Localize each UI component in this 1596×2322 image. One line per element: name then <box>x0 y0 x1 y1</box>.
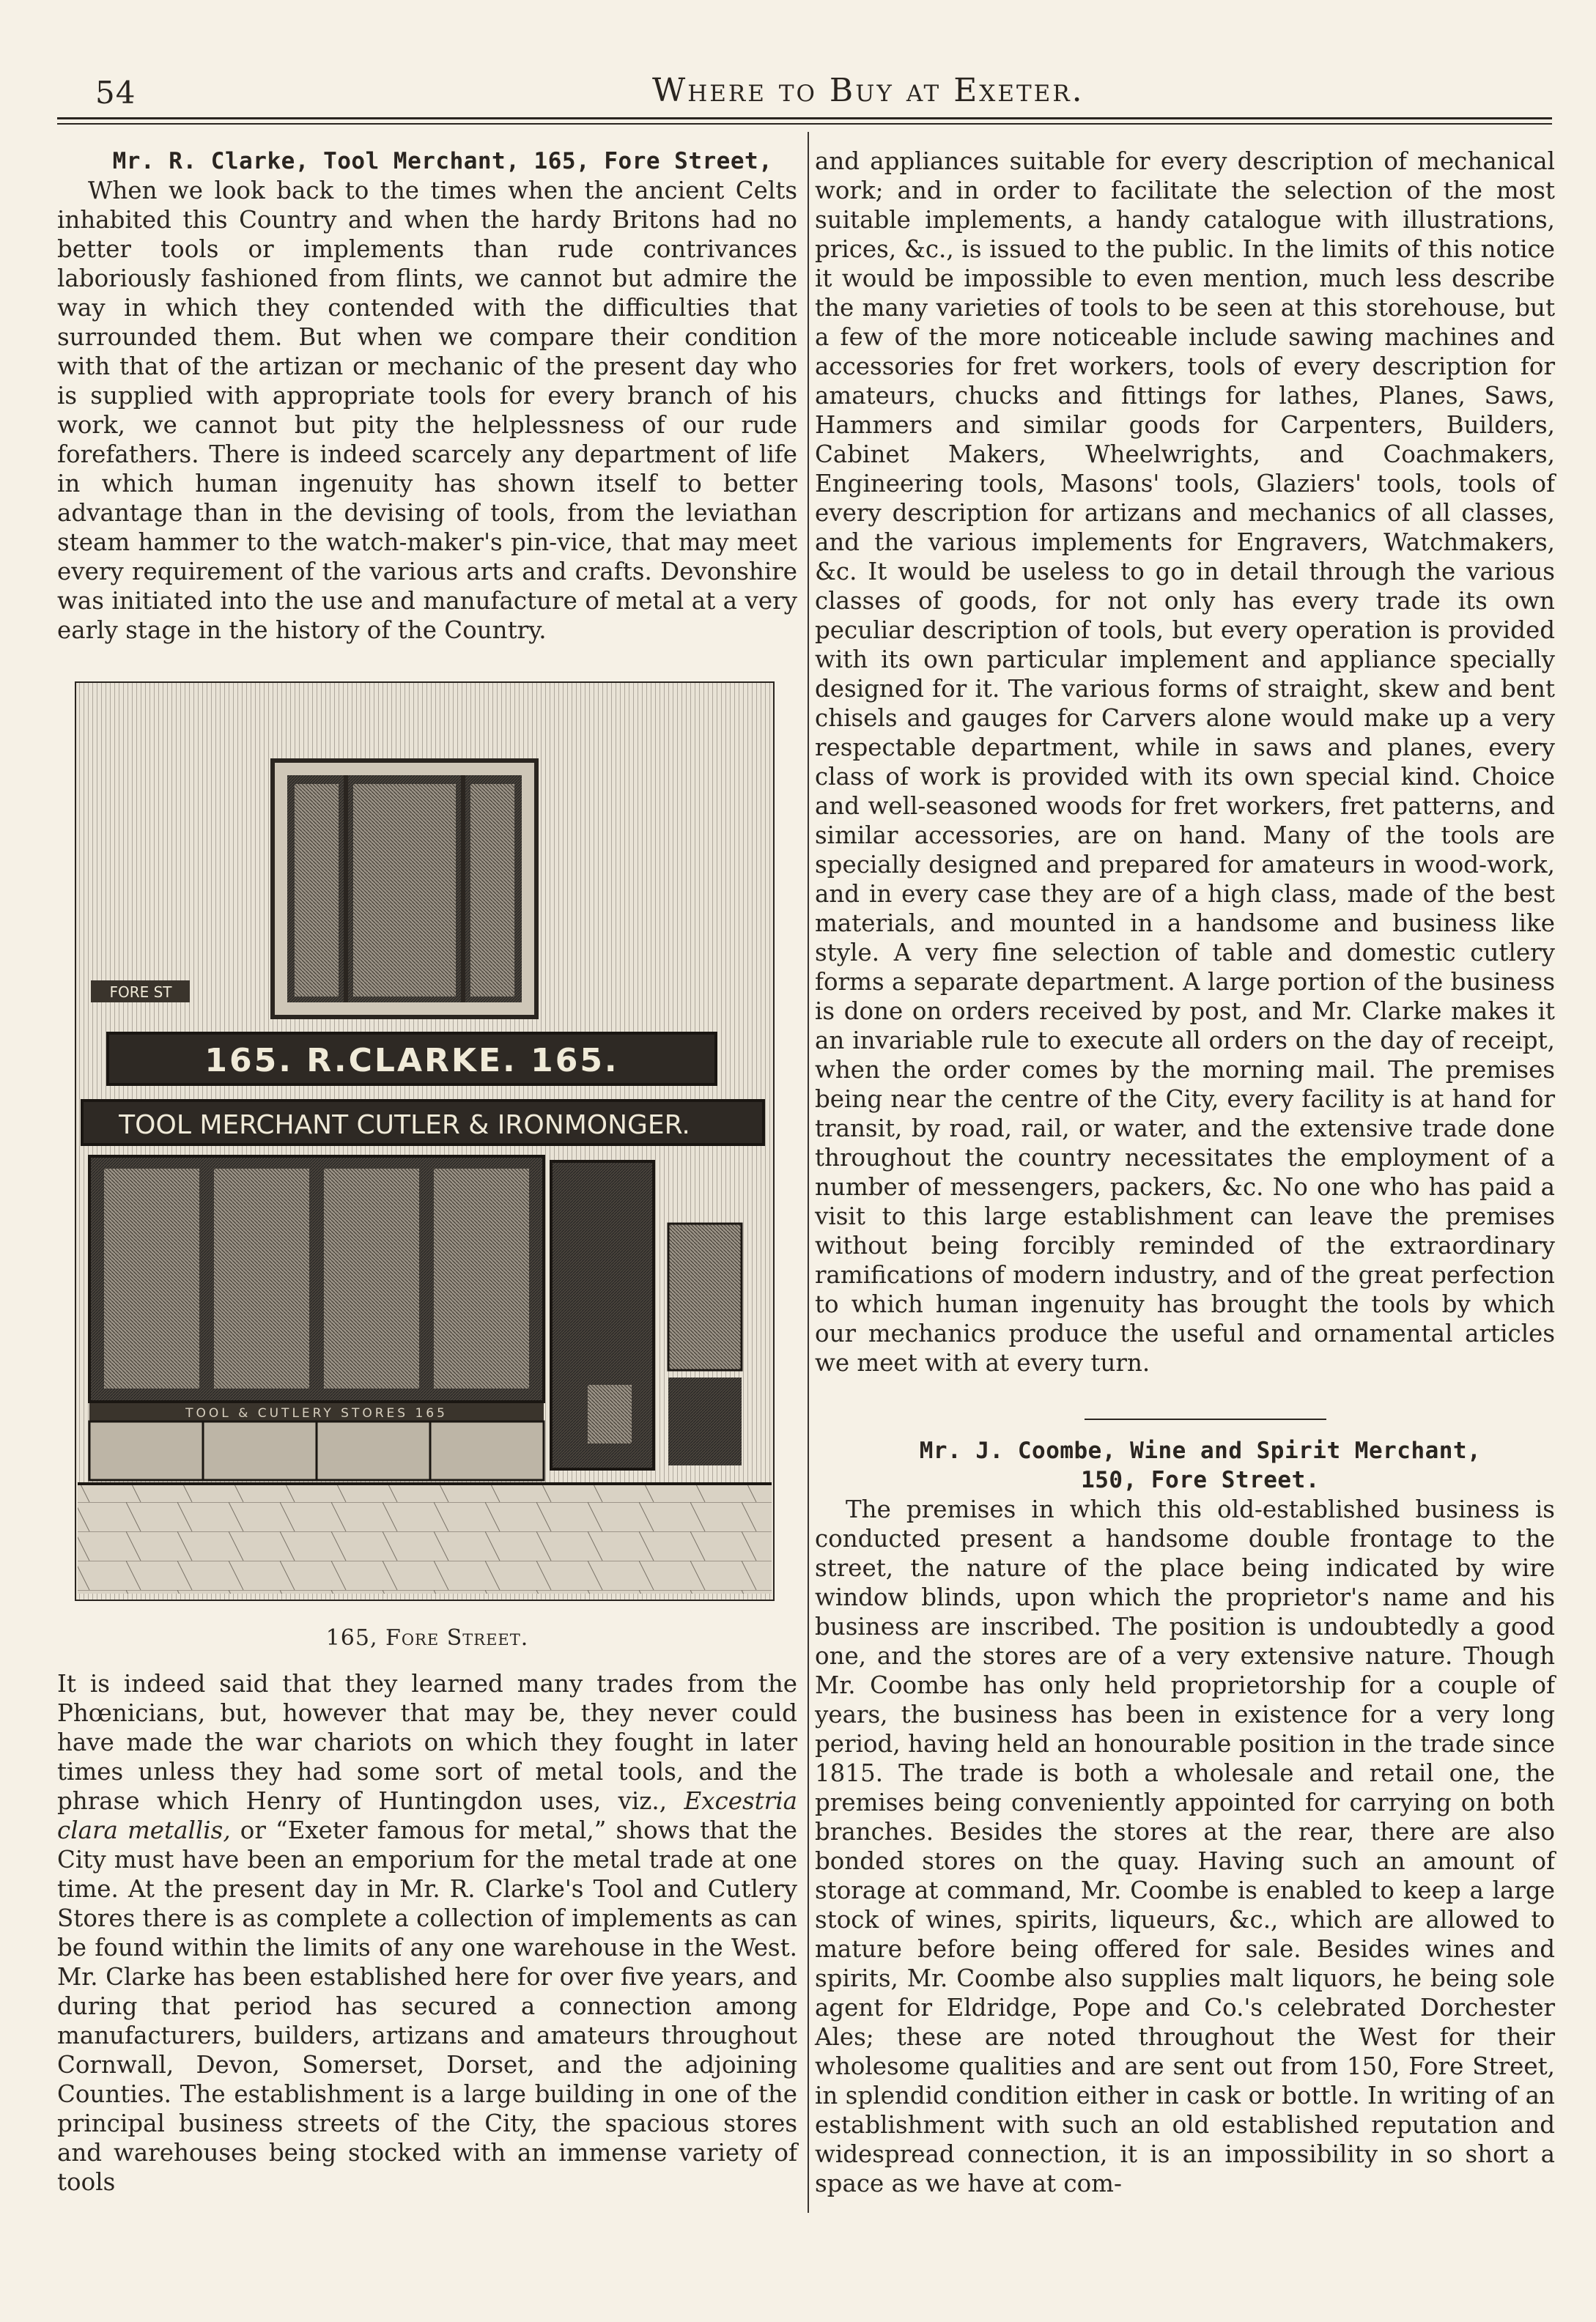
running-title: Where to Buy at Exeter. <box>652 72 1085 109</box>
article-coombe <box>815 1436 1555 2198</box>
p2-text-end: or “Exeter famous for metal,” shows that the City must have been an emporium for the metal trade at one time. At the present day in Mr. R. Clarke's Tool and Cutlery Stores there is as complete a collection of implements as can be found within the limits of any one warehouse in the West. Mr. Clarke has been established here for over five years, and during that period has secured a connection among manufacturers, builders, artizans and amateurs throughout Cornwall, Devon, Somerset, Dorset, and the adjoining Counties. The establishment is a large building in one of the principal business streets of the City, the spacious stores and warehouses being stocked with an immense variety of tools <box>57 1816 797 2196</box>
header-rule <box>57 117 1552 119</box>
street-sign-text: FORE ST <box>109 983 172 1001</box>
article-separator <box>1085 1419 1326 1420</box>
article-clarke-intro <box>57 147 797 645</box>
article-clarke-paragraph-1: When we look back to the times when the ancient Celts inhabited this Country and when the hardy Britons had no better tools or implements than rude contrivances laboriously fashioned from flints, we cannot but admire the way in which they contended with the difficulties that surrounded them. But when we compare their condition with that of the artizan or mechanic of the present day who is supplied with appropriate tools for every branch of his work, we cannot but pity the helplessness of our rude forefathers. There is indeed scarcely any department of life in which human ingenuity has shown itself to better advantage than in the devising of tools, from the leviathan steam hammer to the watch-maker's pin-vice, that may meet every requirement of the various arts and crafts. Devonshire was initiated into the use and manufacture of metal at a very early stage in the history of the Country. <box>57 177 797 644</box>
stall-board-text: TOOL & CUTLERY STORES 165 <box>185 1406 448 1421</box>
article-coombe-headline-1: Mr. J. Coombe, Wine and Spirit Merchant, <box>919 1438 1482 1464</box>
article-clarke-headline: Mr. R. Clarke, Tool Merchant, 165, Fore Street, <box>112 148 773 174</box>
article-coombe-paragraph-1: The premises in which this old-established business is conducted present a handsome double frontage to the street, the nature of the place being indicated by wire window blinds, upon which the proprietor's name and his business are inscribed. The position is undoubtedly a good one, and the stores are of a very extensive nature. Though Mr. Coombe has only held proprietorship for a couple of years, the business has been in existence for a very long period, having held an honourable position in the trade since 1815. The trade is both a wholesale and retail one, the premises being conveniently appointed for carrying on both branches. Besides the stores at the rear, there are also bonded stores on the quay. Having such an amount of storage at command, Mr. Coombe is enabled to keep a large stock of wines, spirits, liqueurs, &c., which are allowed to mature before being offered for sale. Besides wines and spirits, Mr. Coombe also supplies malt liquors, he being sole agent for Eldridge, Pope and Co.'s celebrated Dorchester Ales; these are noted throughout the West for their wholesome qualities and are sent out from 150, Fore Street, in splendid condition either in cask or bottle. In writing of an establishment with such an old established reputation and widespread connection, it is an impossibility in so short a space as we have at com- <box>815 1495 1555 2197</box>
page-header <box>88 67 1546 119</box>
shopfront-engraving <box>75 681 775 1601</box>
fascia-trade: TOOL MERCHANT CUTLER & IRONMONGER. <box>119 1110 690 1140</box>
fascia-name: 165. R.CLARKE. 165. <box>204 1042 619 1079</box>
page-number: 54 <box>95 75 136 111</box>
header-rule-secondary <box>57 123 1552 125</box>
p2-text-start: It is indeed said that they learned many trades from the Phœnicians, but, however that may be, they never could have made the war chariots on which they fought in later times unless they had some sort of metal tools, and the phrase which Henry of Huntingdon uses, viz., <box>57 1670 797 1815</box>
article-clarke-right-column <box>815 147 1555 1378</box>
article-clarke-continued <box>57 1669 797 2197</box>
article-clarke-paragraph-3: and appliances suitable for every description of mechanical work; and in order to facilitate the selection of the most suitable implements, a handy catalogue with illustrations, prices, &c., is issued to the public. In the limits of this notice it would be impossible to even mention, much less describe the many varieties of tools to be seen at this storehouse, but a few of the more noticeable include sawing machines and accessories for fret workers, tools of every description for amateurs, chucks and fittings for lathes, Planes, Saws, Hammers and similar goods for Carpenters, Builders, Cabinet Makers, Wheelwrights, and Coachmakers, Engineering tools, Masons' tools, Glaziers' tools, tools of every description for artizans and mechanics of all classes, and the various implements for Engravers, Watchmakers, &c. It would be useless to go in detail through the various classes of goods, for not only has every trade its own peculiar description of tools, but every operation is provided with its own particular implement and appliance specially designed for it. The various forms of straight, skew and bent chisels and gauges for Carvers alone would make up a very respectable department, while in saws and planes, every class of work is provided with its own special kind. Choice and well-seasoned woods for fret workers, fret patterns, and similar accessories, are on hand. Many of the tools are specially designed and prepared for amateurs in wood-work, and in every case they are of a high class, made of the best materials, and mounted in a handsome and business like style. A very fine selection of table and domestic cutlery forms a separate department. A large portion of the business is done on orders received by post, and Mr. Clarke makes it an invariable rule to execute all orders on the day of receipt, when the order comes by the morning mail. The premises being near the centre of the City, every facility is at hand for transit, by road, rail, or water, and the extensive trade done throughout the country necessitates the employment of a number of messengers, packers, &c. No one who has paid a visit to this large establishment can leave the premises without being forcibly reminded of the extraordinary ramifications of modern industry, and of the great perfection to which human ingenuity has brought the tools by which our mechanics produce the useful and ornamental articles we meet with at every turn. <box>815 147 1555 1377</box>
article-coombe-headline-2: 150, Fore Street. <box>1081 1467 1320 1493</box>
article-clarke-paragraph-2 <box>57 1669 797 2197</box>
latin-phrase: Excestria clara metallis, <box>57 1787 797 1844</box>
engraving-caption: 165, Fore Street. <box>325 1625 529 1651</box>
column-divider <box>808 132 809 2213</box>
